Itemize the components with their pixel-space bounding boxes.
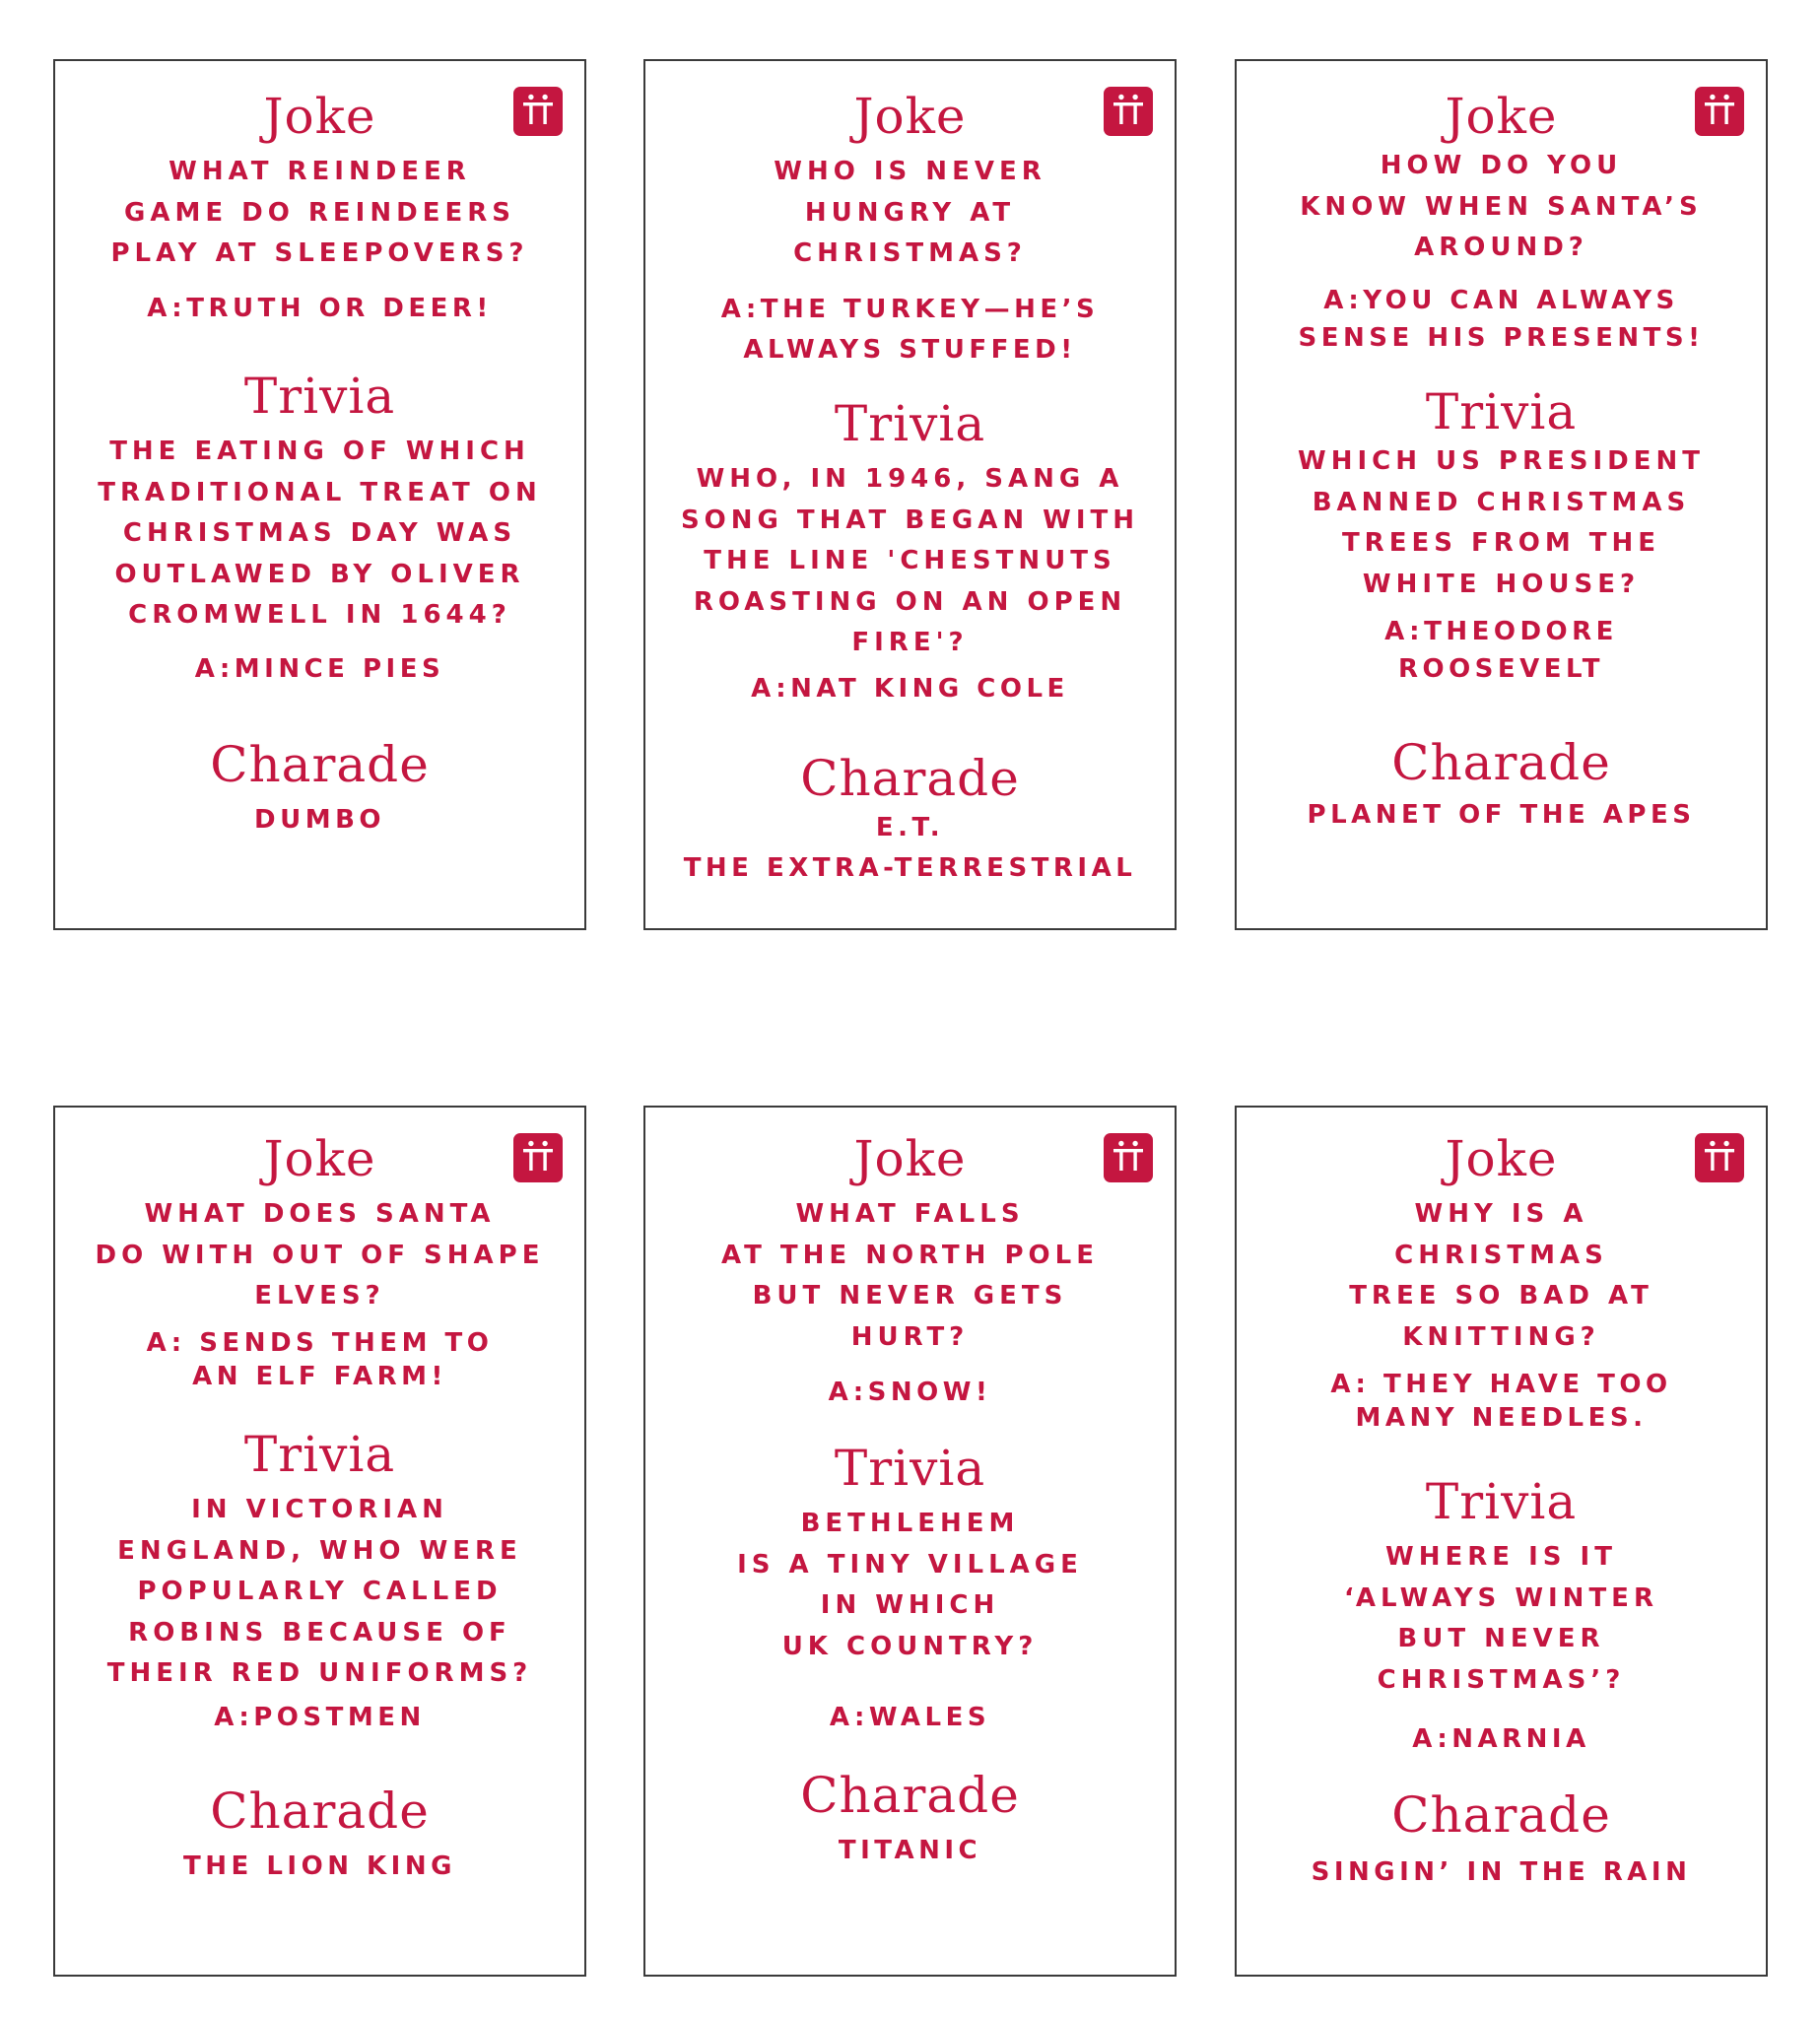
joke-answer: A:TRUTH OR DEER! (147, 294, 493, 323)
charade-heading: Charade (210, 736, 430, 793)
joke-answer: A: THEY HAVE TOO MANY NEEDLES. (1330, 1370, 1672, 1433)
joke-question: WHAT FALLS AT THE NORTH POLE BUT NEVER GETS HURT? (721, 1199, 1099, 1352)
charade-heading: Charade (1391, 734, 1611, 791)
charade-answer: SINGIN’ IN THE RAIN (1311, 1857, 1692, 1887)
trivia-question: WHERE IS IT ‘ALWAYS WINTER BUT NEVER CHRISTMAS’? (1344, 1542, 1658, 1695)
joke-answer: A:SNOW! (828, 1378, 992, 1407)
trivia-answer: A:NARNIA (1412, 1724, 1590, 1754)
trivia-heading: Trivia (243, 368, 396, 425)
charade-heading: Charade (800, 750, 1020, 807)
game-card (643, 1106, 1177, 1977)
joke-heading: Joke (1445, 1130, 1558, 1187)
trivia-question: IN VICTORIAN ENGLAND, WHO WERE POPULARLY CALLED ROBINS BECAUSE OF THEIR RED UNIFORMS? (106, 1495, 533, 1688)
charade-answer: TITANIC (838, 1836, 982, 1865)
joke-question: WHO IS NEVER HUNGRY AT CHRISTMAS? (774, 157, 1046, 268)
trivia-heading: Trivia (1425, 383, 1578, 440)
joke-heading: Joke (853, 88, 967, 145)
joke-heading: Joke (1445, 88, 1558, 145)
game-card (53, 59, 586, 930)
trivia-answer: A:WALES (829, 1703, 991, 1732)
trivia-answer: A:MINCE PIES (194, 654, 445, 684)
charade-answer: E.T. THE EXTRA-TERRESTRIAL (683, 813, 1137, 883)
charade-answer: PLANET OF THE APES (1307, 800, 1696, 830)
joke-heading: Joke (853, 1130, 967, 1187)
joke-question: WHAT REINDEER GAME DO REINDEERS PLAY AT SLEEPOVERS? (110, 157, 529, 268)
joke-question: HOW DO YOU KNOW WHEN SANTA’S AROUND? (1300, 151, 1703, 262)
joke-question: WHY IS A CHRISTMAS TREE SO BAD AT KNITTING? (1349, 1199, 1653, 1352)
charade-heading: Charade (1391, 1786, 1611, 1844)
charade-answer: THE LION KING (183, 1851, 456, 1881)
charade-answer: DUMBO (254, 805, 385, 835)
trivia-heading: Trivia (834, 395, 986, 452)
joke-heading: Joke (263, 1130, 376, 1187)
trivia-answer: A:THEODORE ROOSEVELT (1384, 617, 1618, 684)
trivia-question: WHO, IN 1946, SANG A SONG THAT BEGAN WITH THE LINE 'CHESTNUTS ROASTING ON AN OPEN FIRE'? (680, 464, 1140, 657)
joke-answer: A:THE TURKEY—HE’S ALWAYS STUFFED! (720, 295, 1100, 365)
trivia-heading: Trivia (243, 1426, 396, 1483)
game-card (1235, 59, 1768, 930)
game-card (53, 1106, 586, 1977)
game-card (1235, 1106, 1768, 1977)
trivia-answer: A:POSTMEN (214, 1703, 426, 1732)
joke-answer: A:YOU CAN ALWAYS SENSE HIS PRESENTS! (1298, 286, 1705, 353)
trivia-question: WHICH US PRESIDENT BANNED CHRISTMAS TREES FROM THE WHITE HOUSE? (1298, 446, 1705, 599)
trivia-heading: Trivia (1425, 1473, 1578, 1530)
trivia-question: BETHLEHEM IS A TINY VILLAGE IN WHICH UK COUNTRY? (737, 1509, 1083, 1661)
game-card (643, 59, 1177, 930)
trivia-question: THE EATING OF WHICH TRADITIONAL TREAT ON CHRISTMAS DAY WAS OUTLAWED BY OLIVER CROMWELL IN 1644? (98, 437, 542, 630)
joke-answer: A: SENDS THEM TO AN ELF FARM! (146, 1328, 494, 1391)
charade-heading: Charade (800, 1767, 1020, 1824)
joke-question: WHAT DOES SANTA DO WITH OUT OF SHAPE ELVES? (95, 1199, 545, 1311)
trivia-answer: A:NAT KING COLE (751, 674, 1069, 704)
joke-heading: Joke (263, 88, 376, 145)
charade-heading: Charade (210, 1783, 430, 1840)
trivia-heading: Trivia (834, 1440, 986, 1497)
